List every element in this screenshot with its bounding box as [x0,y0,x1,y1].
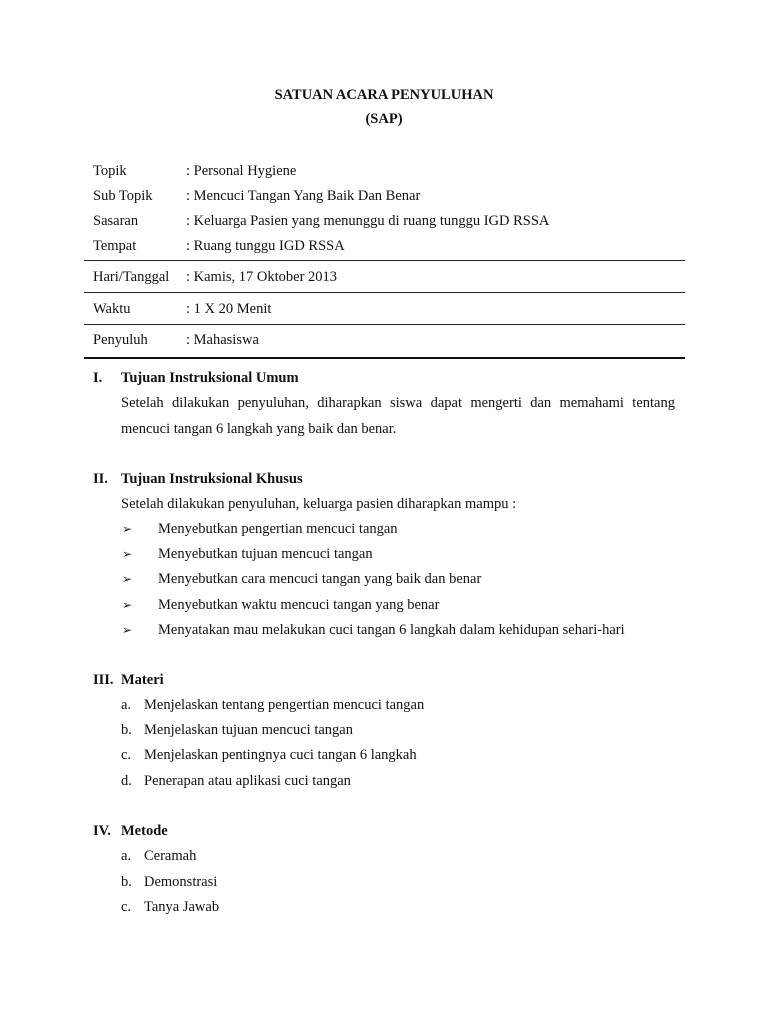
list-letter: c. [121,899,132,915]
list-letter: b. [121,874,132,890]
arrow-bullet-icon: ➢ [122,572,133,586]
info-value: : Keluarga Pasien yang menunggu di ruang tunggu IGD RSSA [186,213,550,229]
list-item: Menyatakan mau melakukan cuci tangan 6 langkah dalam kehidupan sehari-hari [158,622,625,638]
list-item: Menjelaskan tujuan mencuci tangan [144,722,353,738]
list-letter: d. [121,773,132,789]
list-letter: c. [121,747,132,763]
info-row-sasaran [93,213,693,233]
section-title: Metode [121,823,168,839]
document-subtitle: (SAP) [365,111,403,127]
info-label: Hari/Tanggal [93,269,170,285]
section-1-text-line-2: mencuci tangan 6 langkah yang baik dan benar. [121,421,397,437]
list-item: Tanya Jawab [144,899,220,915]
info-label: Topik [93,163,127,179]
section-heading-3 [93,672,164,689]
section-number: IV. [93,823,111,839]
info-label: Tempat [93,238,137,254]
arrow-bullet-icon: ➢ [122,547,133,561]
info-value: : Personal Hygiene [186,163,297,179]
list-letter: a. [121,697,132,713]
arrow-bullet-icon: ➢ [122,522,133,536]
info-value: : 1 X 20 Menit [186,301,272,317]
info-value: : Ruang tunggu IGD RSSA [186,238,345,254]
section-number: I. [93,370,103,386]
list-item: Menjelaskan pentingnya cuci tangan 6 langkah [144,747,417,763]
list-item: Menyebutkan cara mencuci tangan yang baik dan benar [158,571,482,587]
section-number: III. [93,672,114,688]
section-1-text-line-1: Setelah dilakukan penyuluhan, diharapkan siswa dapat mengerti dan memahami tentang [121,395,675,411]
header-rule [84,357,685,359]
list-item: Menyebutkan pengertian mencuci tangan [158,521,398,537]
table-divider [84,292,685,293]
section-heading-1 [93,370,299,387]
section-title: Tujuan Instruksional Umum [121,370,299,386]
table-divider [84,260,685,261]
info-value: : Kamis, 17 Oktober 2013 [186,269,338,285]
list-letter: b. [121,722,132,738]
section-2-intro: Setelah dilakukan penyuluhan, keluarga pasien diharapkan mampu : [121,496,517,512]
info-label: Sub Topik [93,188,153,204]
info-value: : Mencuci Tangan Yang Baik Dan Benar [186,188,421,204]
list-item: Menyebutkan tujuan mencuci tangan [158,546,373,562]
list-item: Menyebutkan waktu mencuci tangan yang benar [158,597,440,613]
section-heading-4 [93,823,168,840]
info-row-penyuluh [93,332,693,352]
info-row-sub-topik [93,188,693,208]
section-title: Tujuan Instruksional Khusus [121,471,303,487]
list-letter: a. [121,848,132,864]
arrow-bullet-icon: ➢ [122,598,133,612]
table-divider [84,324,685,325]
arrow-bullet-icon: ➢ [122,623,133,637]
info-row-tempat [93,238,693,258]
info-label: Waktu [93,301,131,317]
info-label: Sasaran [93,213,139,229]
info-row-waktu [93,301,693,321]
section-title: Materi [121,672,164,688]
section-number: II. [93,471,108,487]
list-item: Penerapan atau aplikasi cuci tangan [144,773,351,789]
info-value: : Mahasiswa [186,332,259,348]
list-item: Demonstrasi [144,874,218,890]
document-title: SATUAN ACARA PENYULUHAN [274,87,494,103]
info-row-hari-tanggal [93,269,693,289]
list-item: Ceramah [144,848,197,864]
info-row-topik [93,163,693,183]
section-heading-2 [93,471,303,488]
list-item: Menjelaskan tentang pengertian mencuci tangan [144,697,425,713]
info-label: Penyuluh [93,332,148,348]
